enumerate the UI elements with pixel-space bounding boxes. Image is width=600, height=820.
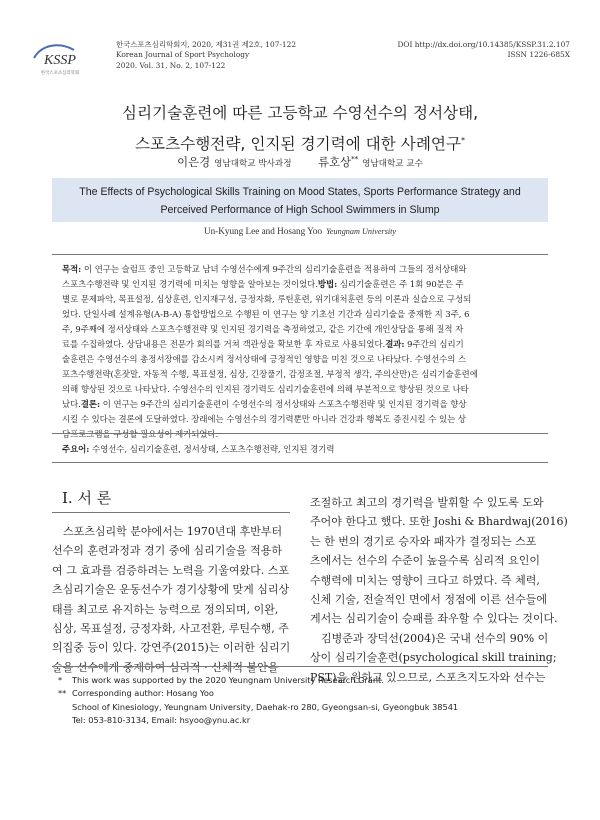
- footnotes: [58, 674, 458, 728]
- footnote-1-text: This work was supported by the 2020 Yeungnam University Research Grant.: [72, 675, 384, 685]
- title-en-line-2: Perceived Performance of High School Swimmers in Slump: [160, 204, 440, 216]
- body-line: 의집중 등이 있다. 강연주(2015)는 이러한 심리기: [52, 641, 291, 655]
- abstract-line: 술훈련은 수영선수의 총정서장애를 감소시켜 정서상태에 긍정적인 영향을 미친 것으로 나타났다. 수영선수의 스: [62, 354, 467, 364]
- abstract-text: 났다.: [62, 399, 81, 409]
- author-2-mark: **: [351, 155, 359, 164]
- body-line: 주어야 한다고 했다. 또한 Joshi & Bhardwaj(2016): [310, 515, 568, 529]
- footnote-2-contact: Tel: 053-810-3134, Email: hsyoo@ynu.ac.kr: [72, 715, 251, 726]
- journal-line-kr: 한국스포츠심리학회지, 2020, 제31권 제2호, 107-122: [116, 40, 297, 49]
- abstract-line: 포츠수행전략(혼잣말, 자동적 수행, 목표설정, 심상, 긴장풀기, 감정조절, 부정적 생각, 주의산만)은 심리기술훈련에: [62, 369, 478, 379]
- abstract-line: 었다. 단일사례 설계유형(A-B-A) 통합방법으로 수행된 이 연구는 양 기초선 기간과 심리기술을 중재한 지 3주, 6: [62, 309, 470, 319]
- abstract-label-method: 방법:: [317, 279, 338, 289]
- body-column-left: [52, 522, 290, 677]
- abstract-text: 이 연구는 9주간의 심리기술훈련이 수영선수의 정서상태와 스포츠수행전략 및 인지된 경기력을 향상: [100, 399, 467, 409]
- journal-line-vol: 2020. Vol. 31, No. 2, 107-122: [116, 60, 226, 70]
- footnote-1: [58, 674, 458, 687]
- abstract-top-rule: [52, 254, 548, 255]
- body-line: PST)을 원하고 있으므로, 스포츠지도자와 선수는: [310, 670, 546, 684]
- doi-block: [397, 40, 570, 61]
- author-2-affiliation: 영남대학교 교수: [362, 159, 423, 169]
- title-footnote-mark: *: [461, 136, 466, 145]
- body-line: 태를 최고로 유지하는 능력으로 정의되며, 이완,: [52, 602, 279, 616]
- author-1-affiliation: 영남대학교 박사과정: [214, 159, 292, 169]
- abstract-line: 의해 향상된 것으로 나타났다. 수영선수의 인지된 경기력도 심리기술훈련에 의해 부분적으로 향상된 것으로 나타: [62, 384, 469, 394]
- abstract-text: 이 연구는 슬럼프 중인 고등학교 남녀 수영선수에게 9주간의 심리기술훈련을 적용하여 그들의 정서상태와: [81, 264, 467, 274]
- footnote-1-mark: *: [58, 675, 63, 685]
- doi-link[interactable]: DOI http://dx.doi.org/10.14385/KSSP.31.2.107: [397, 40, 570, 49]
- abstract-label-results: 결과:: [385, 339, 405, 349]
- paper-title-en: [52, 183, 548, 219]
- title-kr-line-1: 심리기술훈련에 따른 고등학교 수영선수의 정서상태,: [121, 104, 479, 122]
- abstract-line: 주, 9주째에 정서상태와 스포츠수행전략 및 인지된 경기력을 측정하였고, 같은 기간에 개인상담을 통해 질적 자: [62, 324, 464, 334]
- paper-title-kr: [40, 100, 560, 158]
- authors-kr: [0, 154, 600, 170]
- body-line: 는 한 번의 경기로 승자와 패자가 결정되는 스포: [310, 534, 537, 548]
- abstract-text: 스포츠수행전략 및 인지된 경기력에 미치는 영향을 알아보는 것이었다.: [62, 279, 318, 289]
- author-1-name: 이은경: [177, 155, 211, 169]
- body-line: 상이 심리기술훈련(psychological skill training;: [310, 651, 557, 665]
- keywords-bottom-rule: [52, 462, 548, 463]
- body-line: 여 그 효과를 검증하려는 노력을 기울여왔다. 스포: [52, 563, 289, 577]
- keywords-label: 주요어:: [62, 444, 90, 454]
- issn: ISSN 1226-685X: [507, 50, 570, 60]
- body-line: 선수의 훈련과정과 경기 중에 심리기술을 적용하: [52, 544, 283, 558]
- title-kr-line-2-text: 스포츠수행전략, 인지된 경기력에 대한 사례연구: [134, 135, 462, 154]
- footnote-rule: [52, 666, 548, 667]
- page-header: [30, 38, 570, 82]
- body-line: 술을 선수에게 중재하여 심리적 · 신체적 불안을: [52, 660, 279, 674]
- authors-en-affiliation: Yeungnam University: [326, 227, 397, 236]
- abstract-label-purpose: 목적:: [62, 264, 82, 274]
- english-title-box: [52, 178, 548, 222]
- section-heading-introduction: Ⅰ. 서 론: [62, 489, 112, 507]
- keywords-top-rule: [52, 433, 548, 434]
- abstract-line: [62, 277, 538, 292]
- body-line: 신체 기술, 전술적인 면에서 정점에 이른 선수들에: [310, 593, 547, 607]
- footnote-2-address: School of Kinesiology, Yeungnam University, Daehak-ro 280, Gyeongsan-si, Gyeongbuk 38541: [72, 701, 459, 712]
- author-2-name: 류호상: [318, 155, 352, 169]
- abstract-text: 료를 수집하였다. 상담내용은 전문가 회의를 거쳐 객관성을 확보한 후 자료로 사용되었다.: [62, 339, 386, 349]
- footnote-2: [58, 687, 458, 700]
- journal-line-en: Korean Journal of Sport Psychology: [116, 50, 250, 60]
- keywords: [62, 443, 334, 455]
- footnote-2-text: Corresponding author: Hosang Yoo: [72, 688, 214, 699]
- body-line: 스포츠심리학 분야에서는 1970년대 후반부터: [63, 525, 283, 538]
- title-en-line-1: The Effects of Psychological Skills Training on Mood States, Sports Performance Strategy and: [79, 186, 521, 198]
- abstract-line: [62, 397, 538, 412]
- journal-logo: [30, 38, 90, 78]
- abstract-line: 시킬 수 있다는 결론에 도달하였다. 장래에는 수영선수의 경기력뿐만 아니라 건강과 행복도 증진시킬 수 있는 상: [62, 414, 466, 424]
- abstract-label-conclusion: 결론:: [80, 399, 101, 409]
- abstract: [62, 262, 538, 442]
- abstract-text: 심리기술훈련은 주 1회 90분은 주: [337, 279, 464, 289]
- abstract-text: 9주간의 심리기: [404, 339, 464, 349]
- body-line: 김병준과 장덕선(2004)은 국내 선수의 90% 이: [321, 631, 549, 645]
- footnote-2-mark: **: [58, 688, 67, 699]
- logo-lettering: KSSP: [44, 53, 76, 68]
- body-line: 수행력에 미치는 영향이 크다고 하였다. 즉 체력,: [310, 573, 540, 587]
- body-line: 츠심리기술은 운동선수가 경기상황에 맞게 심리상: [52, 583, 290, 597]
- body-column-right: [310, 493, 568, 687]
- journal-citation: [116, 40, 296, 71]
- authors-en-names: Un-Kyung Lee and Hosang Yoo: [203, 226, 323, 236]
- section-rule: [52, 512, 290, 513]
- keywords-text: 수영선수, 심리기술훈련, 정서상태, 스포츠수행전략, 인지된 경기력: [89, 444, 335, 454]
- abstract-line: [62, 337, 538, 352]
- abstract-line: 별로 문제파악, 목표설정, 심상훈련, 인지재구성, 긍정자화, 루틴훈련, 위기대처훈련 등의 이론과 실습으로 구성되: [62, 294, 472, 304]
- logo-subtext: 한국스포츠심리학회: [40, 71, 80, 76]
- body-line: 게서는 심리기술이 승패를 좌우할 수 있다는 것이다.: [310, 612, 558, 626]
- authors-en: [0, 226, 600, 236]
- body-line: 조절하고 최고의 경기력을 발휘할 수 있도록 도와: [310, 496, 544, 509]
- abstract-line: 담프로그램을 구성할 필요성이 제기되었다.: [62, 429, 219, 439]
- abstract-line: [62, 262, 538, 277]
- body-line: 심상, 목표설정, 긍정자화, 사고전환, 루틴수행, 주: [52, 622, 289, 636]
- body-line: 츠에서는 선수의 수준이 높을수록 심리적 요인이: [310, 554, 541, 568]
